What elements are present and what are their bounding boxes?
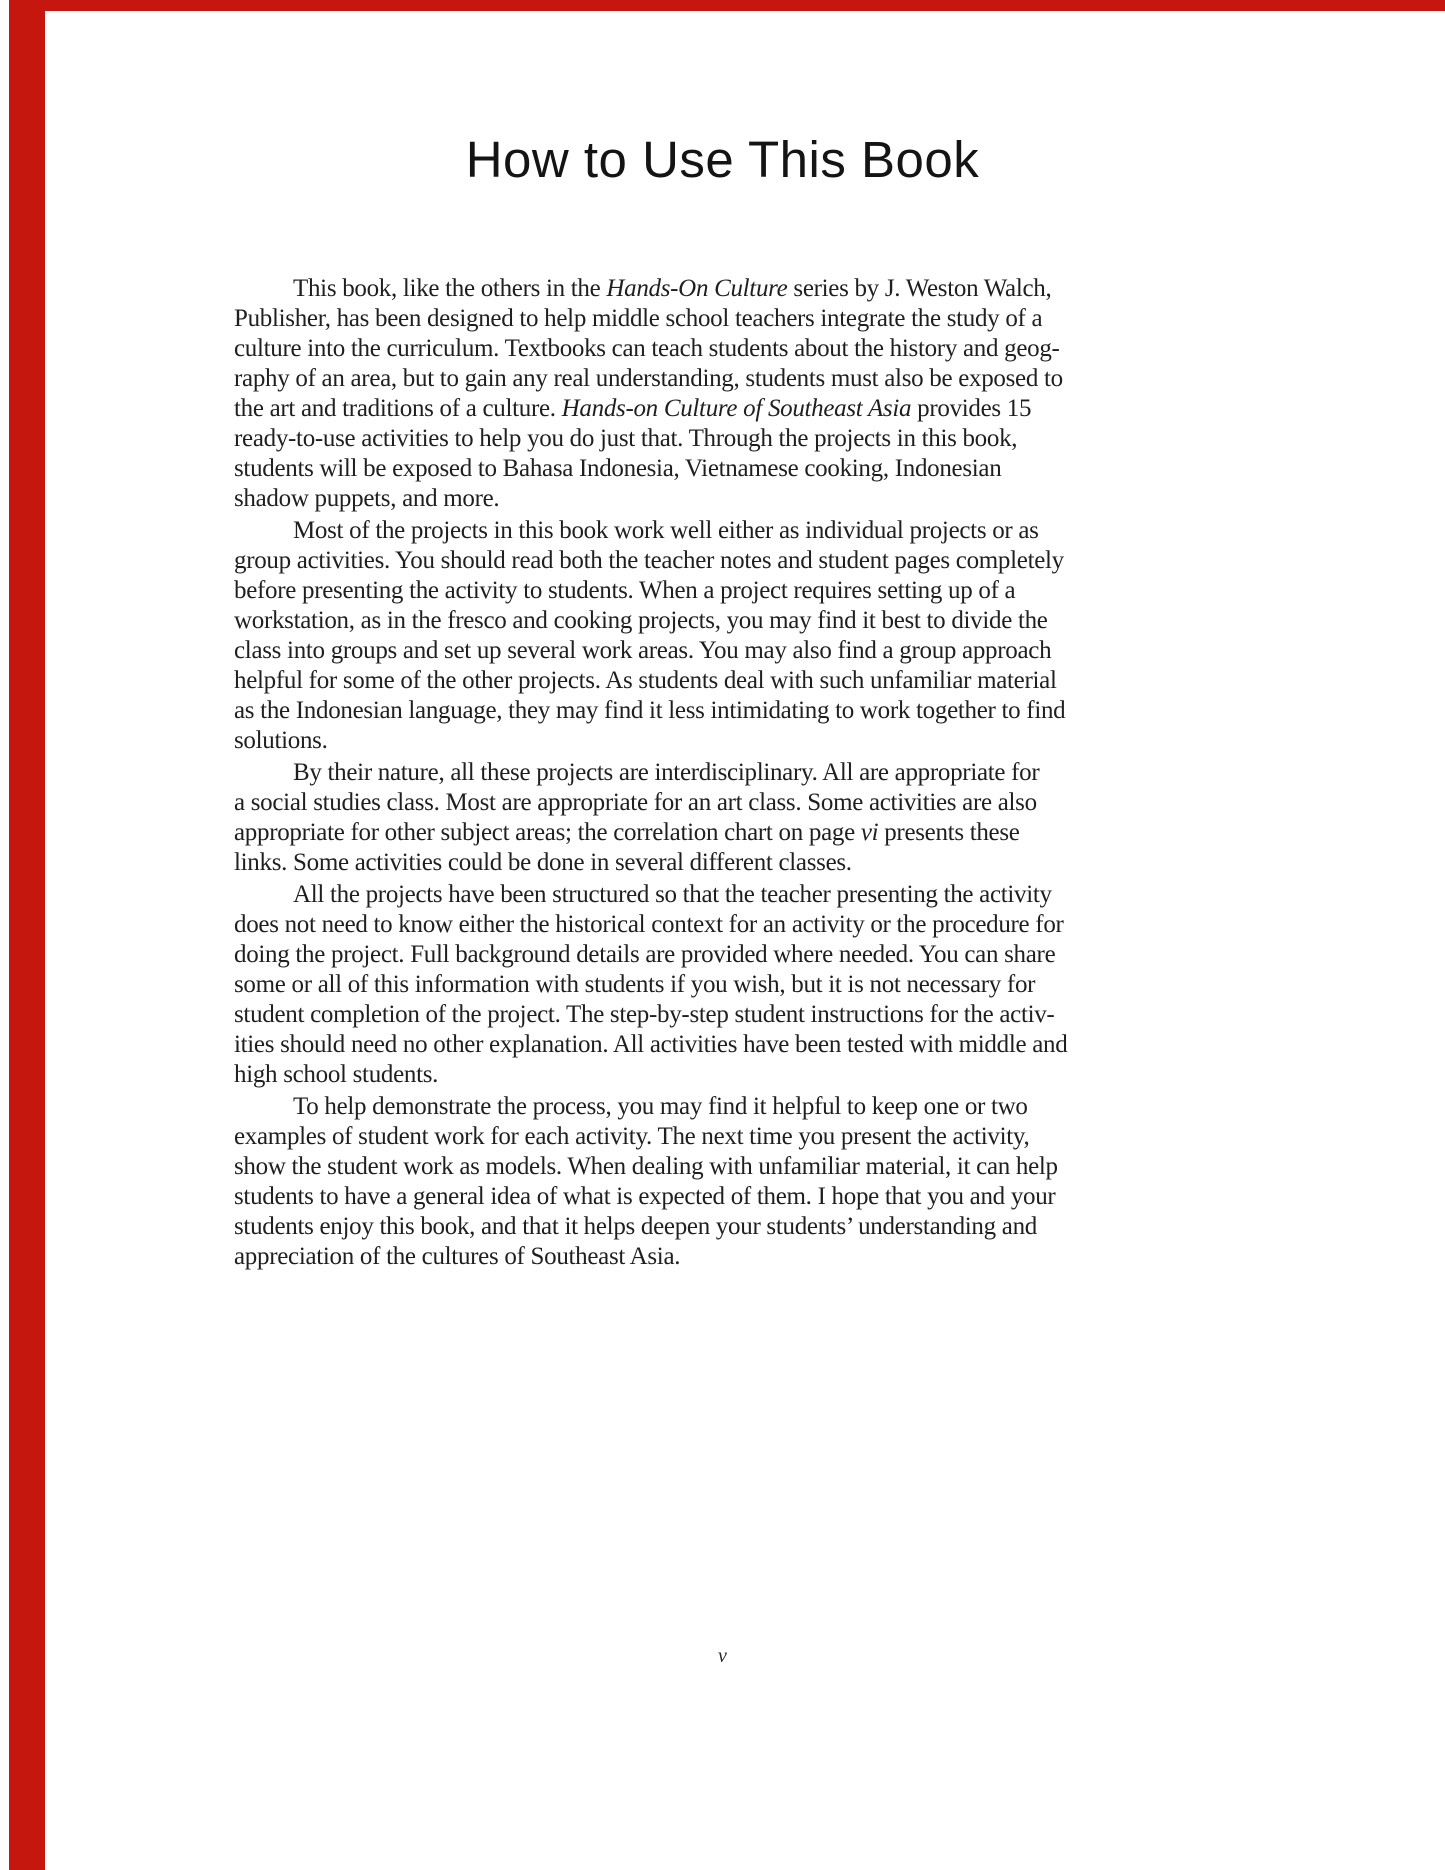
body-text: show the student work as models. When dealing with unfamiliar material, it can help xyxy=(234,1153,1058,1180)
text-line xyxy=(234,424,1224,454)
italic-text: vi xyxy=(860,819,879,846)
text-line xyxy=(234,274,1224,304)
body-text: appropriate for other subject areas; the correlation chart on page xyxy=(234,819,861,846)
text-line xyxy=(234,484,1224,514)
page-edge-top xyxy=(9,0,1445,11)
body-text: Publisher, has been designed to help middle school teachers integrate the study of a xyxy=(234,305,1043,332)
body-text: appreciation of the cultures of Southeast Asia. xyxy=(234,1243,681,1270)
italic-text: Hands-on Culture of Southeast Asia xyxy=(561,395,912,422)
text-line xyxy=(234,880,1224,910)
text-line xyxy=(234,394,1224,424)
text-line xyxy=(234,1060,1224,1090)
paragraph xyxy=(234,1092,1224,1272)
text-line xyxy=(234,970,1224,1000)
text-line xyxy=(234,1152,1224,1182)
body-text: All the projects have been structured so that the teacher presenting the activity xyxy=(293,881,1052,908)
body-text: before presenting the activity to students. When a project requires setting up of a xyxy=(234,577,1016,604)
body-text: workstation, as in the fresco and cooking projects, you may find it best to divide the xyxy=(234,607,1048,634)
body-text: By their nature, all these projects are interdisciplinary. All are appropriate for xyxy=(293,759,1040,786)
text-line xyxy=(234,818,1224,848)
body-text: culture into the curriculum. Textbooks can teach students about the history and geog- xyxy=(234,335,1060,362)
text-line xyxy=(234,304,1224,334)
text-line xyxy=(234,1242,1224,1272)
body-text: students will be exposed to Bahasa Indonesia, Vietnamese cooking, Indonesian xyxy=(234,455,1002,482)
text-line xyxy=(234,1212,1224,1242)
body-text: raphy of an area, but to gain any real understanding, students must also be exposed to xyxy=(234,365,1063,392)
text-line xyxy=(234,334,1224,364)
body-text: provides 15 xyxy=(911,395,1032,422)
page-title: How to Use This Book xyxy=(465,131,980,188)
body-text: as the Indonesian language, they may find it less intimidating to work together to find xyxy=(234,697,1066,724)
body-paragraphs xyxy=(234,274,1224,1274)
body-text: students enjoy this book, and that it helps deepen your students’ understanding and xyxy=(234,1213,1037,1240)
paragraph xyxy=(234,880,1224,1090)
text-line xyxy=(234,546,1224,576)
text-line xyxy=(234,940,1224,970)
body-text: solutions. xyxy=(234,727,328,754)
body-text: links. Some activities could be done in several different classes. xyxy=(234,849,852,876)
text-line xyxy=(234,636,1224,666)
text-line xyxy=(234,848,1224,878)
text-line xyxy=(234,788,1224,818)
body-text: ities should need no other explanation. All activities have been tested with middle and xyxy=(234,1031,1068,1058)
italic-text: Hands-On Culture xyxy=(606,275,788,302)
text-line xyxy=(234,606,1224,636)
text-line xyxy=(234,1092,1224,1122)
body-text: Most of the projects in this book work well either as individual projects or as xyxy=(293,517,1039,544)
text-line xyxy=(234,758,1224,788)
page-edge-left xyxy=(9,0,45,1870)
body-text: group activities. You should read both the teacher notes and student pages completely xyxy=(234,547,1064,574)
body-text: high school students. xyxy=(234,1061,439,1088)
text-line xyxy=(234,696,1224,726)
text-line xyxy=(234,516,1224,546)
text-line xyxy=(234,454,1224,484)
body-text: series by J. Weston Walch, xyxy=(787,275,1052,302)
body-text: ready-to-use activities to help you do just that. Through the projects in this book, xyxy=(234,425,1018,452)
text-line xyxy=(234,666,1224,696)
page-number: v xyxy=(718,1645,727,1667)
body-text: students to have a general idea of what is expected of them. I hope that you and your xyxy=(234,1183,1056,1210)
text-line xyxy=(234,1030,1224,1060)
paragraph xyxy=(234,274,1224,514)
body-text: student completion of the project. The step-by-step student instructions for the activ- xyxy=(234,1001,1055,1028)
body-text: does not need to know either the historical context for an activity or the procedure for xyxy=(234,911,1064,938)
body-text: shadow puppets, and more. xyxy=(234,485,500,512)
text-line xyxy=(234,1000,1224,1030)
text-line xyxy=(234,1182,1224,1212)
body-text: To help demonstrate the process, you may find it helpful to keep one or two xyxy=(293,1093,1028,1120)
paragraph xyxy=(234,758,1224,878)
body-text: helpful for some of the other projects. As students deal with such unfamiliar material xyxy=(234,667,1057,694)
text-line xyxy=(234,726,1224,756)
text-line xyxy=(234,576,1224,606)
body-text: This book, like the others in the xyxy=(293,275,607,302)
body-text: some or all of this information with students if you wish, but it is not necessary for xyxy=(234,971,1036,998)
body-text: the art and traditions of a culture. xyxy=(234,395,562,422)
body-text: presents these xyxy=(878,819,1020,846)
body-text: examples of student work for each activity. The next time you present the activity, xyxy=(234,1123,1030,1150)
text-line xyxy=(234,1122,1224,1152)
text-line xyxy=(234,364,1224,394)
body-text: a social studies class. Most are appropriate for an art class. Some activities are also xyxy=(234,789,1037,816)
paragraph xyxy=(234,516,1224,756)
text-line xyxy=(234,910,1224,940)
body-text: class into groups and set up several work areas. You may also find a group approach xyxy=(234,637,1052,664)
body-text: doing the project. Full background details are provided where needed. You can share xyxy=(234,941,1056,968)
